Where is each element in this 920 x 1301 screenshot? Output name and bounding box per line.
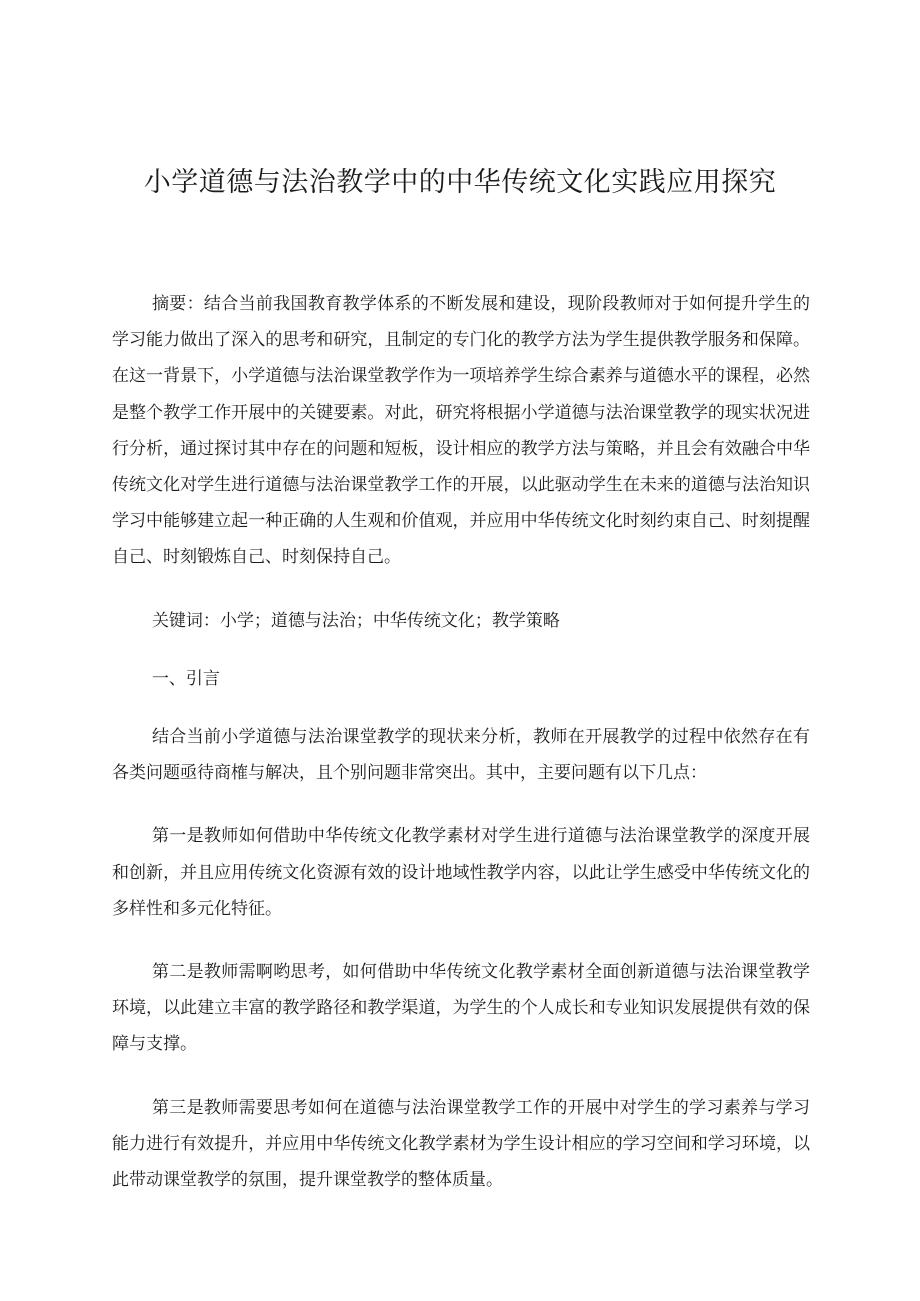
point-three-paragraph: 第三是教师需要思考如何在道德与法治课堂教学工作的开展中对学生的学习素养与学习能力进行有效提升，并应用中华传统文化教学素材为学生设计相应的学习空间和学习环境，以此带动课堂教学的氛围，提升课堂教学的整体质量。 — [112, 1097, 810, 1191]
section-heading-introduction: 一、引言 — [151, 668, 220, 689]
intro-paragraph: 结合当前小学道德与法治课堂教学的现状来分析，教师在开展教学的过程中依然存在有各类问题亟待商榷与解决，且个别问题非常突出。其中，主要问题有以下几点： — [112, 727, 810, 784]
document-body — [112, 286, 810, 1225]
keywords-line: 关键词：小学；道德与法治；中华传统文化；教学策略 — [151, 610, 560, 631]
point-two-paragraph: 第二是教师需啊哟思考，如何借助中华传统文化教学素材全面创新道德与法治课堂教学环境，以此建立丰富的教学路径和教学渠道，为学生的个人成长和专业知识发展提供有效的保障与支撑。 — [112, 962, 810, 1055]
abstract-paragraph: 摘要：结合当前我国教育教学体系的不断发展和建设，现阶段教师对于如何提升学生的学习能力做出了深入的思考和研究，且制定的专门化的教学方法为学生提供教学服务和保障。在这一背景下，小学道德与法治课堂教学作为一项培养学生综合素养与道德水平的课程，必然是整个教学工作开展中的关键要素。对此，研究将根据小学道德与法治课堂教学的现实状况进行分析，通过探讨其中存在的问题和短板，设计相应的教学方法与策略，并且会有效融合中华传统文化对学生进行道德与法治课堂教学工作的开展，以此驱动学生在未来的道德与法治知识学习中能够建立起一种正确的人生观和价值观，并应用中华传统文化时刻约束自己、时刻提醒自己、时刻锻炼自己、时刻保持自己。 — [112, 294, 810, 568]
point-one-paragraph: 第一是教师如何借助中华传统文化教学素材对学生进行道德与法治课堂教学的深度开展和创新，并且应用传统文化资源有效的设计地域性教学内容，以此让学生感受中华传统文化的多样性和多元化特征。 — [112, 826, 810, 919]
document-title: 小学道德与法治教学中的中华传统文化实践应用探究 — [143, 167, 777, 198]
